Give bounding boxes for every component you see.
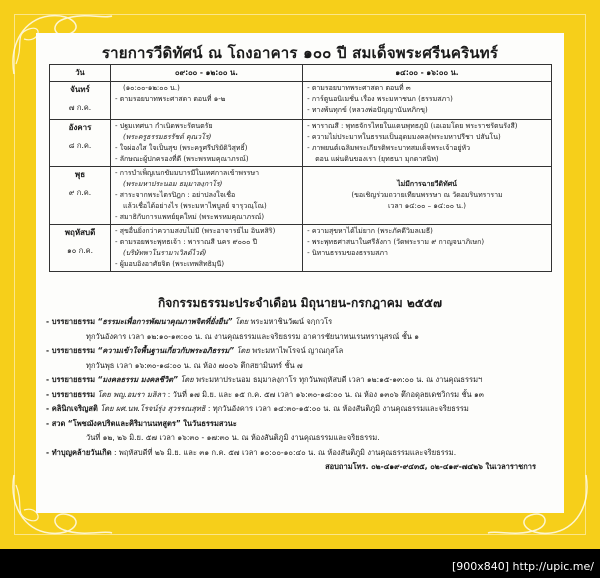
watermark-text: [900x840] http://upic.me/ (451, 560, 594, 573)
morning-cell (111, 82, 303, 120)
activity-label: - บรรยายธรรม (46, 346, 96, 355)
program-item: - พระพุทธศาสนาในศรีลังกา (วัดพระราม ๙ กาญจนาภิเษก) (307, 238, 485, 246)
table-row (50, 82, 552, 120)
program-item: ตอน แผ่นดินของเรา (ยุทธนา มุกดาสนิท) (315, 155, 439, 163)
activity-label: - บรรยายธรรม (46, 375, 96, 384)
activity-item (46, 344, 556, 359)
activity-label: - คลินิกเจริญสติ (46, 404, 98, 413)
activity-item (46, 417, 556, 432)
program-item: แล้วเชื่อได้อย่างไร (พระมหาไพบูลย์ จารุวณฺโณ) (123, 202, 267, 210)
program-item: - ทางพ้นทุกข์ (หลวงพ่อปัญญานันทภิกขุ) (307, 106, 428, 114)
activity-detail: ทุกวันพฤหัสบดี เวลา ๑๒:๑๕-๑๓:๐๐ น. ณ งานคุณธรรมฯ (299, 375, 483, 384)
activity-topic: “โพชฌังคปริตและคิริมานนทสูตร” (67, 418, 181, 428)
activity-detail: : ทุกวันอังคาร เวลา ๑๔:๓๐-๑๕:๐๐ น. ณ ห้องสันติภูมิ งานคุณธรรมและจริยธรรม (207, 404, 469, 413)
table-row (50, 167, 552, 225)
day-date: ๙ ก.ค. (68, 188, 92, 197)
activity-label: - บรรยายธรรม (46, 317, 96, 326)
no-screening-notice: ไม่มีการฉายวีดิทัศน์ (397, 180, 457, 188)
day-date: ๗ ก.ค. (68, 103, 92, 112)
activity-item (46, 446, 556, 461)
program-speaker: (พระมหาประนอม ธมฺมาลงฺกาโร) (123, 180, 223, 188)
afternoon-cell (303, 82, 552, 120)
activities-title: กิจกรรมธรรมะประจำเดือน มิถุนายน-กรกฎาคม ๒๕๕๗ (157, 296, 442, 310)
day-cell (50, 167, 111, 225)
activity-speaker: พระมหาไพโรจน์ ญาณกุสโล (252, 346, 344, 355)
activity-by: โดย (180, 375, 194, 384)
program-item: - ใจผ่องใส ใจเป็นสุข (พระครูศรีปริยัติวิสุทธิ์) (115, 144, 248, 152)
activity-speaker: พระมหาชินวัฒน์ จกฺกวโร (250, 317, 333, 326)
activity-speaker: พระมหาประนอม ธมฺมาลงฺกาโร (196, 375, 297, 384)
activity-item (46, 388, 556, 403)
activity-label: - ทำบุญคล้ายวันเกิด (46, 447, 112, 457)
afternoon-cell (303, 167, 552, 225)
activity-speaker: พญ.อมรา มลิลา (113, 389, 166, 399)
program-item: - การ์ตูนอนิเมชั่น เรื่อง พระมหาชนก (ธรรมสภา) (307, 95, 453, 103)
afternoon-cell (303, 120, 552, 167)
day-name: พุธ (74, 170, 86, 179)
activity-detail: ในวันธรรมสวนะ (183, 418, 237, 428)
program-item: - ตามรอยพระพุทธเจ้า : พาราณสี นคร ๙๐๐๐ ปี (115, 238, 258, 246)
program-item: - ความไม่ประมาทในธรรมเป็นอุดมมงคล(พระมหาปรีชา ปสันโน) (307, 133, 501, 141)
document-page (36, 33, 564, 513)
activity-topic: “ธรรมะเพื่อการพัฒนาคุณภาพจิตที่ยั่งยืน” (97, 317, 233, 326)
activity-speaker: ผศ.นพ.โรจน์รุ่ง สุวรรณสุทธิ (115, 404, 206, 413)
program-speaker: (บริษัทพาโนรามาเวิลด์ไวด์) (123, 249, 207, 257)
afternoon-cell (303, 225, 552, 272)
activity-detail: ทุกวันพุธ เวลา ๑๖:๓๐-๑๘:๐๐ น. ณ ห้อง ๗๐๐๖ ตึกสยามินทร์ ชั้น ๗ (86, 360, 303, 370)
program-item: - ปฐมเทศนา กำเนิดพระรัตนตรัย (115, 122, 213, 130)
program-item: - ภาพยนต์เฉลิมพระเกียรติพระบาทสมเด็จพระเจ้าอยู่หัว (307, 144, 471, 152)
activity-item (46, 315, 556, 330)
table-row (50, 120, 552, 167)
program-speaker: (พระครูธรรมธรรัชต์ คุณวโร) (123, 133, 212, 141)
activity-item (46, 402, 556, 417)
activity-label: - สวด (46, 418, 66, 428)
activity-detail: วันที่ ๑๒, ๒๖ มิ.ย. ๕๗ เวลา ๑๖:๓๐ - ๑๗:๓๐ น. ณ ห้องสันติภูมิ งานคุณธรรมและจริยธรรม. (86, 433, 380, 442)
activity-topic: “มงคลธรรม มงคลชีวิต” (97, 375, 178, 384)
activity-label: - บรรยายธรรม (46, 389, 96, 399)
activity-by: โดย (97, 389, 111, 399)
activity-detail: : พฤหัสบดีที่ ๒๖ มิ.ย. และ ๓๑ ก.ค. ๕๗ เวลา ๑๐:๐๐-๑๐:๔๐ น. ณ ห้องสันติภูมิ งานคุณธรรมและจริยธรรม. (113, 447, 457, 457)
table-header-row (50, 65, 552, 82)
morning-cell (111, 225, 303, 272)
program-item: - นิทานธรรมของธรรมสภา (307, 249, 388, 257)
day-cell (50, 82, 111, 120)
program-item: - สมาธิกับการแพทย์ยุคใหม่ (พระพรหมคุณาภรณ์) (115, 213, 265, 221)
page-title: รายการวีดิทัศน์ ณ โถงอาคาร ๑๐๐ ปี สมเด็จพระศรีนครินทร์ (101, 44, 499, 62)
program-item: (ขอเชิญร่วมถวายเทียนพรรษา ณ วัดอมรินทราราม (351, 191, 503, 199)
morning-cell (111, 167, 303, 225)
day-name: อังคาร (68, 123, 92, 132)
contact-info: สอบถามโทร. ๐๒-๔๑๙-๙๔๓๕, ๐๒-๔๑๙-๗๔๒๖ ในเวลาราชการ (325, 462, 536, 471)
day-cell (50, 225, 111, 272)
program-item: - ลักษณะผู้ปกครองที่ดี (พระพรหมคุณาภรณ์) (115, 155, 249, 163)
program-item: - การบำเพ็ญเนกขัมมบารมีในเทศกาลเข้าพรรษา (115, 169, 260, 177)
program-item: - ตามรอยบาทพระศาสดา ตอนที่ ๑-๒ (115, 95, 226, 103)
morning-cell (111, 120, 303, 167)
day-name: จันทร์ (70, 85, 90, 94)
day-name: พฤหัสบดี (64, 228, 96, 237)
activity-detail: : วันที่ ๑๗ มิ.ย. และ ๑๕ ก.ค. ๕๗ เวลา ๑๖:๓๐-๑๘:๐๐ น. ณ ห้อง ๑๓๐๖ ตึกอดุลยเดชวิกรม ชั้น ๑๓ (167, 389, 484, 399)
header-morning: ๐๙:๐๐ - ๑๒:๐๐ น. (111, 65, 303, 82)
program-item: - ตามรอยบาทพระศาสดา ตอนที่ ๓ (307, 84, 411, 92)
day-cell (50, 120, 111, 167)
activity-by: โดย (236, 346, 250, 355)
activity-by: โดย (234, 317, 249, 326)
header-day: วัน (50, 65, 111, 82)
activity-detail: ทุกวันอังคาร เวลา ๑๒:๑๐-๑๓:๐๐ น. ณ งานคุณธรรมและจริยธรรม อาคารชัยนาทนเรนทรานุสรณ์ ชั้น ๑ (86, 331, 420, 341)
program-item: (๑๐:๐๐-๑๒:๐๐ น.) (123, 84, 180, 92)
header-afternoon: ๑๔:๐๐ - ๑๖:๐๐ น. (303, 65, 552, 82)
day-date: ๑๐ ก.ค. (66, 246, 94, 255)
program-item: - สาระจากพระไตรปิฎก : อย่าปลงใจเชื่อ (115, 191, 236, 199)
program-item: เวลา ๑๔:๐๐ – ๑๔:๐๐ น.) (388, 202, 467, 210)
program-item: - ผู้มอบอิงอาศัยจิต (พระเทพสิทธิมุนี) (115, 260, 225, 268)
activities-list (46, 315, 556, 475)
program-item: - สุขอื่นยิ่งกว่าความสงบไม่มี (พระอาจารย์ไม อินทสิริ) (115, 227, 276, 235)
day-date: ๘ ก.ค. (68, 141, 92, 150)
activity-topic: “ความเข้าใจพื้นฐานเกี่ยวกับพระอภิธรรม” (97, 346, 235, 355)
program-item: - ความสุขหาได้ไม่ยาก (พระภัคดีวิมลเมธี) (307, 227, 433, 235)
table-row (50, 225, 552, 272)
activity-by: โดย (100, 404, 114, 413)
activity-item (46, 373, 556, 388)
program-item: - พาราณสี : พุทธจักรไทยในแดนพุทธภูมิ (เอเอมโดย พระราชรัตนรังสี) (307, 122, 518, 130)
video-schedule-table (49, 64, 552, 272)
